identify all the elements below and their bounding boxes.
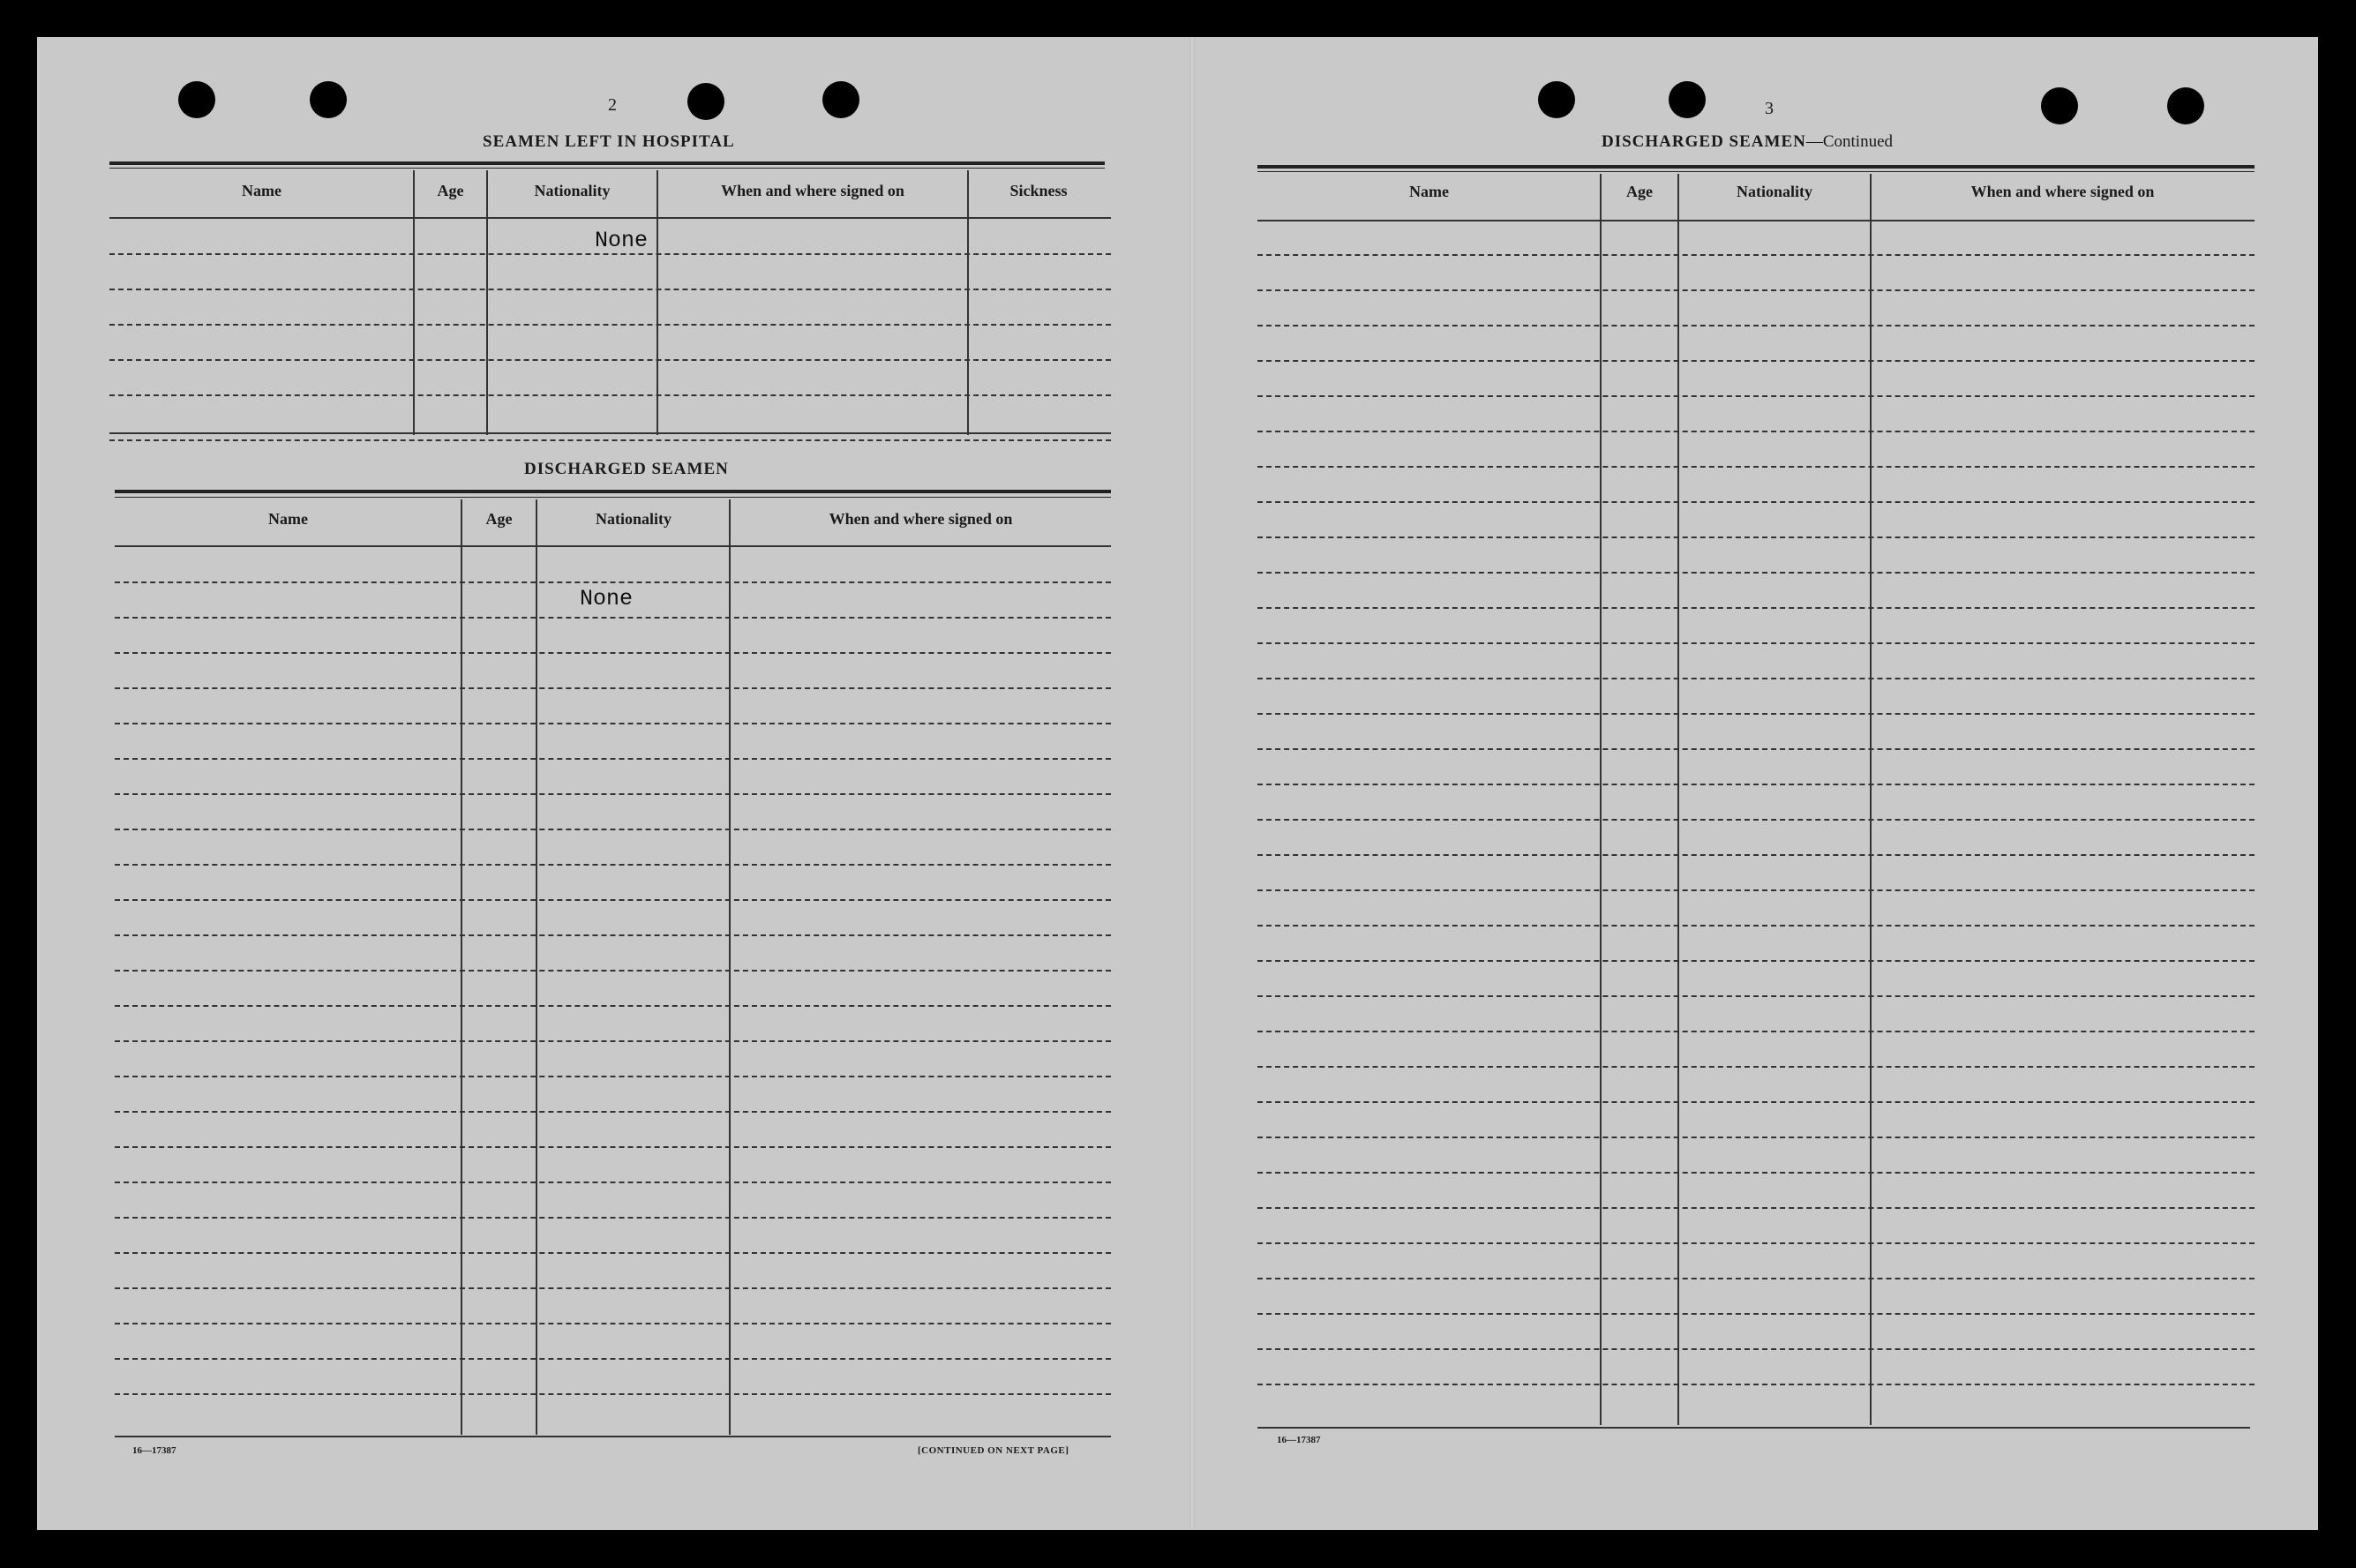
hospital-bottom-dashed [109,439,1111,441]
discharged-top-rule [1257,165,2255,169]
page-number: 3 [1765,99,1774,118]
form-number: 16—17387 [132,1445,176,1456]
entry-line [115,723,1111,724]
entry-line [1257,678,2255,679]
entry-line [115,1005,1111,1007]
discharged-top-rule-thin [1257,171,2255,172]
page-number: 2 [608,95,617,115]
entry-line [1257,642,2255,644]
punch-hole [1538,81,1575,118]
entry-line [115,1252,1111,1254]
hospital-section-title: SEAMEN LEFT IN HOSPITAL [483,132,735,151]
entry-line [115,617,1111,619]
entry-line [1257,1313,2255,1315]
entry-line [1257,995,2255,997]
discharged-top-rule [115,490,1111,493]
entry-line [115,970,1111,972]
col-nationality: Nationality [534,182,611,199]
entry-line [115,1217,1111,1219]
entry-line [115,1182,1111,1183]
discharged-top-rule-thin [115,497,1111,498]
punch-hole [1669,81,1706,118]
punch-hole [2167,87,2204,124]
continued-suffix: —Continued [1805,132,1894,151]
entry-line [1257,607,2255,609]
entry-line [109,324,1111,326]
entry-line [115,1111,1111,1113]
form-number: 16—17387 [1277,1435,1321,1445]
entry-line [115,1040,1111,1042]
entry-line [1257,572,2255,574]
header-underline [109,217,1111,219]
entry-line [1257,289,2255,291]
col-name: Name [1409,183,1449,200]
hospital-top-rule [109,161,1105,165]
entry-line [1257,466,2255,468]
entry-line [1257,889,2255,891]
col-signed-on: When and where signed on [829,510,1013,528]
entry-line [1257,1031,2255,1032]
entry-line [1257,395,2255,397]
hospital-top-rule-thin [109,168,1105,169]
col-age: Age [485,510,513,528]
entry-line [1257,1137,2255,1138]
entry-line [115,1358,1111,1360]
punch-hole [2041,87,2078,124]
discharged-section-title: DISCHARGED SEAMEN [524,460,729,478]
entry-line [109,394,1111,396]
hospital-none-entry: None [595,228,649,253]
col-signed-on: When and where signed on [721,182,904,199]
discharged-continued-title [1602,132,1893,152]
continued-note: [CONTINUED ON NEXT PAGE] [918,1445,1069,1456]
entry-line [115,687,1111,689]
entry-line [115,1287,1111,1289]
entry-line [1257,1207,2255,1209]
punch-hole [822,81,859,118]
col-signed-on: When and where signed on [1970,183,2155,200]
header-underline [1257,220,2255,221]
col-age: Age [437,182,464,199]
entry-line [1257,925,2255,927]
col-nationality: Nationality [595,510,672,528]
entry-line [115,581,1111,583]
entry-line [115,864,1111,866]
header-underline [115,545,1111,547]
entry-line [115,1393,1111,1395]
entry-line [1257,819,2255,821]
entry-line [115,652,1111,654]
entry-line [1257,713,2255,715]
entry-line [115,758,1111,760]
entry-line [115,1076,1111,1077]
entry-line [1257,960,2255,962]
entry-line [1257,784,2255,785]
col-sickness: Sickness [1009,182,1068,199]
entry-line [1257,501,2255,503]
entry-line [1257,854,2255,856]
column-divider [536,499,537,1435]
entry-line [1257,325,2255,326]
punch-hole [310,81,347,118]
hospital-bottom-rule [109,432,1111,434]
entry-line [1257,360,2255,362]
entry-line [115,1146,1111,1148]
entry-line [1257,1384,2255,1385]
entry-line [115,793,1111,795]
entry-line [115,1323,1111,1324]
entry-line [1257,431,2255,432]
entry-line [109,289,1111,290]
discharged-none-entry: None [580,586,634,611]
entry-line [1257,1348,2255,1350]
discharged-continued-title-text: DISCHARGED SEAMEN [1602,132,1806,151]
punch-hole [178,81,215,118]
punch-hole [687,83,724,120]
entry-line [115,934,1111,936]
entry-line [1257,1242,2255,1244]
entry-line [109,253,1111,255]
column-divider [461,499,462,1435]
col-age: Age [1626,183,1653,200]
entry-line [1257,254,2255,256]
entry-line [115,829,1111,830]
entry-line [1257,748,2255,750]
entry-line [109,359,1111,361]
page-fold [1189,37,1195,1530]
discharged-bottom-rule [1257,1427,2250,1429]
entry-line [1257,1101,2255,1103]
entry-line [1257,1066,2255,1068]
table-bottom-rule [115,1436,1111,1437]
col-name: Name [268,510,308,528]
entry-line [1257,1172,2255,1174]
column-divider [729,499,731,1435]
entry-line [115,899,1111,901]
col-name: Name [242,182,281,199]
col-nationality: Nationality [1736,183,1812,200]
entry-line [1257,1278,2255,1279]
entry-line [1257,536,2255,538]
